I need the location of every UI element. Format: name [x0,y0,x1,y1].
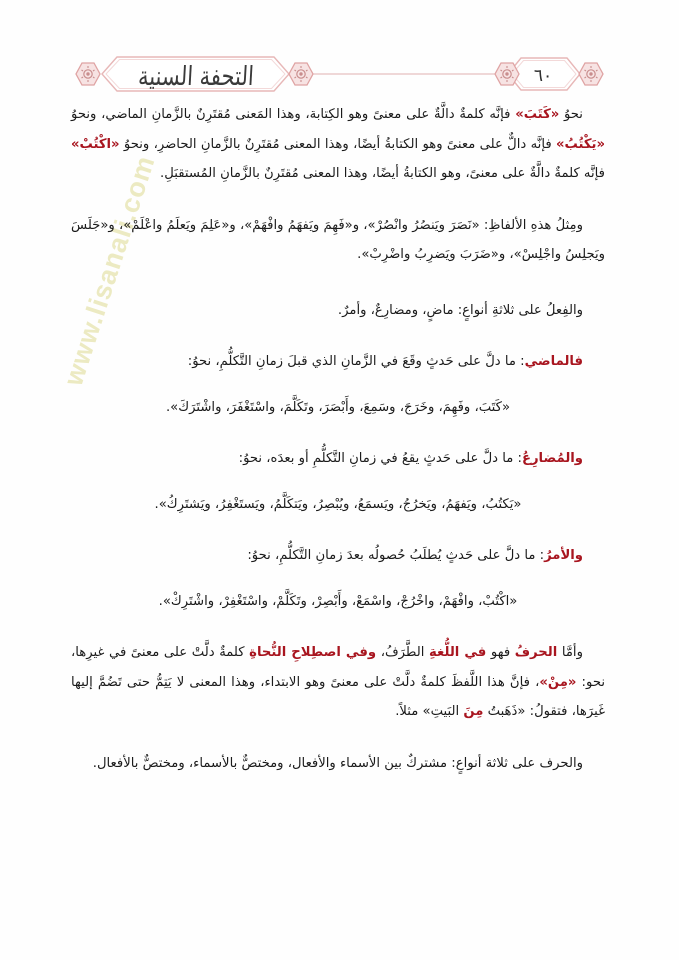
paragraph-p-amr-ex [71,587,605,617]
highlighted-term: وفي اصطِلاحِ النُّحاةِ [249,645,377,660]
page-number: ٦٠ [533,66,553,86]
text-run: وأمَّا [557,645,583,660]
header-ornament-frame [0,46,679,102]
text-run: الطَّرَفُ، [376,645,430,660]
highlighted-term: الحرفُ [514,645,558,660]
paragraph-p-fil-anwa [71,296,605,326]
paragraph-p-madi-def [71,347,605,377]
text-run: نحوُ [559,107,583,122]
paragraph-p-nahwu-kataba [71,100,605,189]
text-run: «يَكتُبُ، ويَفهَمُ، ويَخرُجُ، ويَسمَعُ، ويُبْصِرُ، ويَتكَلَّمُ، ويَستَغْفِرُ، ويَشتَرِكُ». [154,496,522,512]
title-cartouche [102,57,289,91]
highlighted-term: «مِنْ» [539,674,577,690]
text-run: والفِعلُ على ثلاثةِ أنواعٍ: ماضٍ، ومضارِعٌ، وأمرٌ. [337,302,583,318]
highlighted-term: فالماضي [524,354,583,369]
highlighted-term: مِنَ [463,704,484,719]
text-run: البَيتِ» مثلاً. [395,704,464,719]
text-run: «كَتَبَ، وفَهِمَ، وخَرَجَ، وسَمِعَ، وأَبْصَرَ، وتَكَلَّمَ، واسْتَغْفَرَ، واشْتَرَكَ». [165,399,511,415]
rosette-icon-left [76,63,100,85]
highlighted-term: في اللُّغةِ [429,645,487,660]
text-run: ، فإنَّ هذا اللَّفظَ كلمةٌ دلَّتْ على معنىً وهو الابتداء، وهذا المعنى لا يَتِمُّ حتى تَضُمَّ إليها غَيرَها، فتقولُ: «ذَهَبتُ [71,674,605,719]
text-run: فهو [486,645,515,660]
text-run: «اكْتُبْ، وافْهَمْ، واخْرُجْ، واسْمَعْ، وأَبْصِرْ، وتَكَلَّمْ، واسْتَغْفِرْ، واشْتَرِكْ». [158,593,518,609]
highlighted-term: «اكْتُبْ» [71,136,120,152]
text-run: ومِثلُ هذهِ الألفاظِ: «نَصَرَ ويَنصُرُ وانْصُرْ»، و«فَهِمَ ويَفهَمُ وافْهَمْ»، و«عَلِمَ ويَعلَمُ واعْلَمْ»، و«جَلَسَ ويَجلِسُ واجْلِسْ»، و«ضَرَبَ ويَضرِبُ واضْرِبْ». [71,217,605,262]
highlighted-term: «يَكْتُبُ» [555,136,605,152]
text-run: والحرف على ثلاثة أنواعٍ: مشتركٌ بين الأسماء والأفعال، ومختصٌّ بالأسماء، ومختصٌّ بالأفعال. [92,755,583,771]
rosette-icon-right [579,63,603,85]
text-run: فإنَّه دالٌّ على معنىً وهو الكتابةُ أيضًا، وهذا المعنى مُقتَرِنٌ بالزَّمانِ الحاضرِ، ونحوُ [119,136,556,152]
text-run: فإنَّه كلمةٌ دالَّةٌ على معنىً، وهو الكتابةُ أيضًا، وهذا المعنى مُقتَرِنٌ بالزَّمانِ المُستقبَلِ. [160,166,605,181]
paragraph-p-amr-def [71,541,605,571]
book-title: التحفة السنية [137,61,255,91]
page-body [0,100,679,778]
watermark-text: www.lisanali.com [58,151,161,390]
paragraph-p-mudari-def [71,444,605,474]
paragraph-p-harf-def [71,638,605,727]
paragraph-p-harf-anwa [71,749,605,779]
paragraph-p-mudari-ex [71,490,605,520]
paragraph-p-madi-ex [71,393,605,423]
text-run: كلمةٌ دلَّتْ على معنىً في غيرِها، نحو: [71,645,605,690]
paragraph-p-amthila [71,211,605,270]
text-run: فإنَّه كلمةٌ دالَّةٌ على معنىً وهو الكِتابة، وهذا المَعنى مُقتَرِنٌ بالزَّمانِ الماضي، ونحوُ [71,107,516,122]
page-header [0,46,679,102]
text-run: : ما دلَّ على حَدثٍ وقَعَ في الزَّمانِ الذي قبلَ زمانِ التَّكلُّمِ، نحوُ: [187,354,525,369]
highlighted-term: «كَتَبَ» [515,107,560,122]
text-run: : ما دلَّ على حَدثٍ يُطلَبُ حُصولُه بعدَ زمانِ التَّكلُّمِ، نحوُ: [247,548,545,563]
highlighted-term: والأمرُ [544,548,583,563]
text-run: : ما دلَّ على حَدثٍ يقعُ في زمانِ التَّكلُّمِ أو بعدَه، نحوُ: [238,451,522,466]
highlighted-term: والمُضارِعُ [521,451,583,466]
rosette-icon-middle [289,63,313,85]
